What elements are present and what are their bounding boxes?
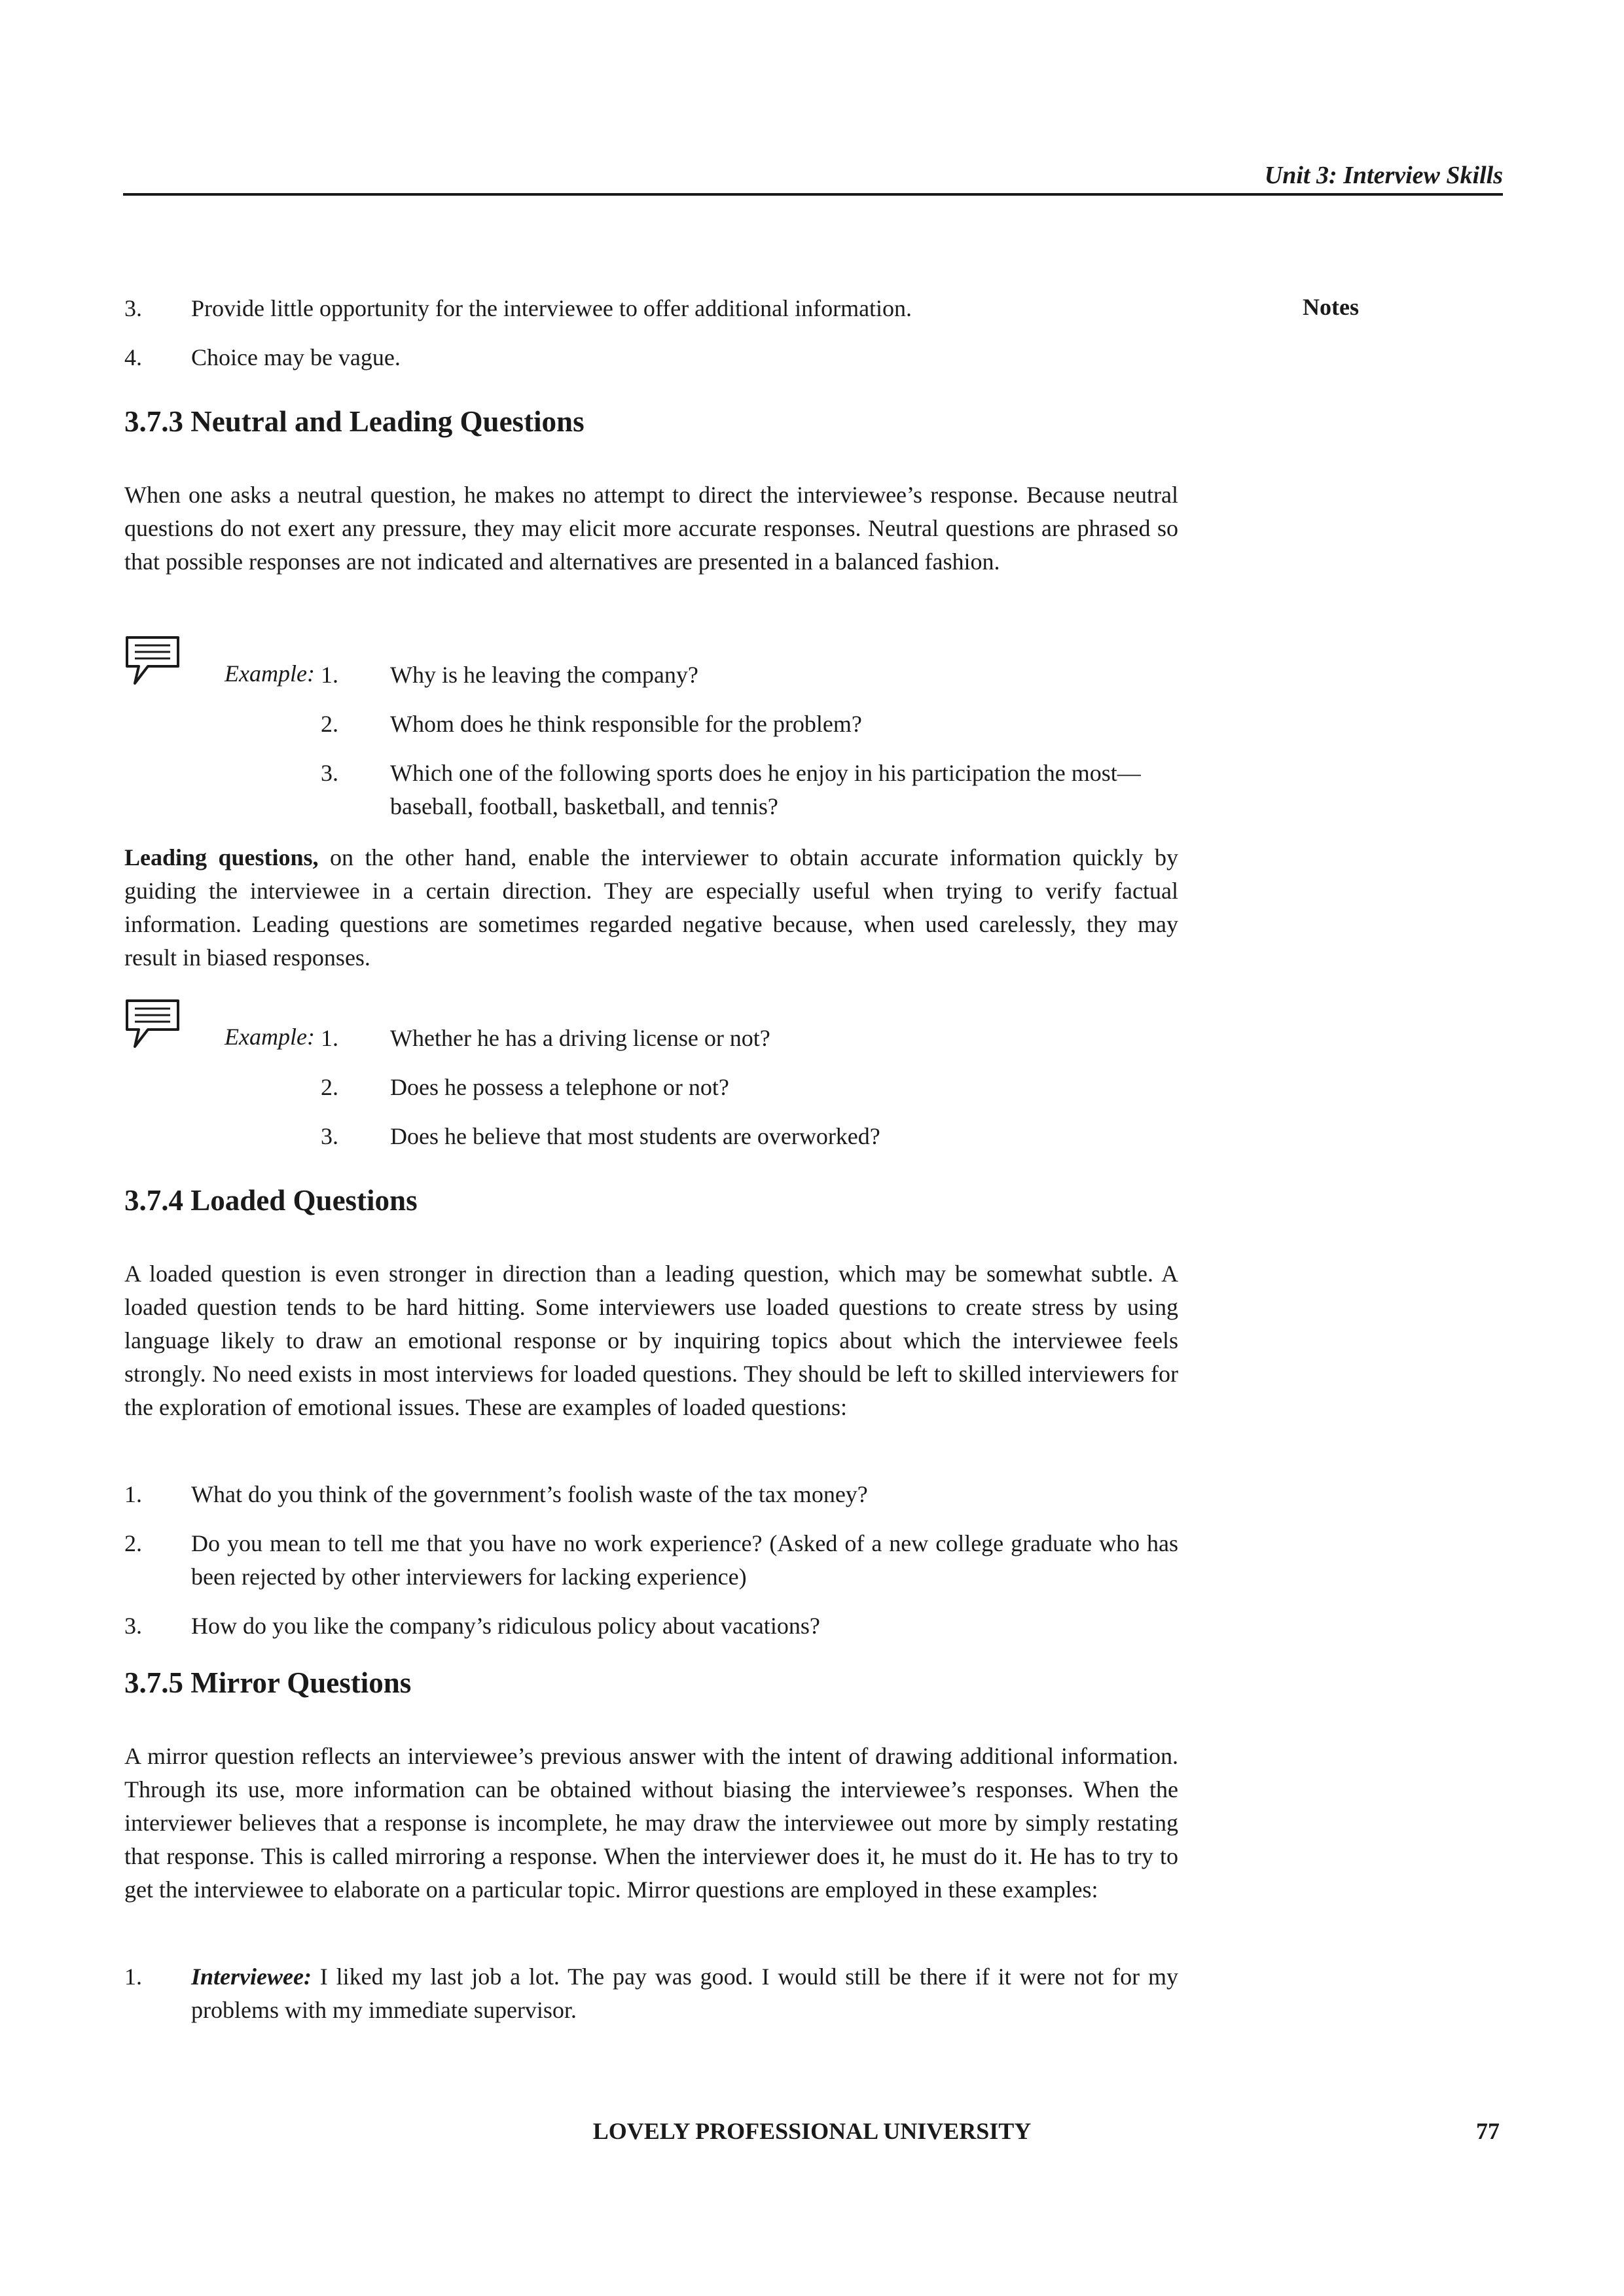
list-item-number: 1. bbox=[124, 1481, 142, 1507]
header-rule bbox=[123, 193, 1503, 196]
example-item-text: Why is he leaving the company? bbox=[390, 662, 698, 688]
footer-university: LOVELY PROFESSIONAL UNIVERSITY bbox=[592, 2118, 1032, 2144]
list-item-text: I liked my last job a lot. The pay was good. I would still be there if it were not for my problems with my immediate supervisor. bbox=[191, 1964, 1178, 2023]
example-item-number: 1. bbox=[321, 662, 338, 688]
paragraph-text: on the other hand, enable the interviewer to obtain accurate information quickly by guiding the interviewee in a certain direction. They are especially useful when trying to verify factual information. Leading questions are sometimes regarded negative because, when used carelessly, they may result in biased responses. bbox=[124, 844, 1178, 971]
example-label: Example: bbox=[225, 1024, 315, 1050]
example-item-number: 3. bbox=[321, 1123, 338, 1149]
list-item bbox=[124, 341, 1178, 374]
section-heading: 3.7.3 Neutral and Leading Questions bbox=[124, 405, 585, 438]
example-item-number: 2. bbox=[321, 1074, 338, 1100]
list-item-text: How do you like the company’s ridiculous policy about vacations? bbox=[191, 1613, 820, 1639]
leading-questions-term: Leading questions, bbox=[124, 844, 319, 870]
list-item-text: Provide little opportunity for the interviewee to offer additional information. bbox=[191, 295, 912, 321]
list-item-text: Do you mean to tell me that you have no work experience? (Asked of a new college graduate who has been rejected by other interviewers for lacking experience) bbox=[191, 1530, 1178, 1590]
paragraph bbox=[124, 1257, 1178, 1424]
example-item-text: Whether he has a driving license or not? bbox=[390, 1025, 770, 1051]
example-item-number: 1. bbox=[321, 1025, 338, 1051]
paragraph bbox=[124, 1740, 1178, 1907]
paragraph bbox=[124, 841, 1178, 975]
list-item-text: What do you think of the government’s foolish waste of the tax money? bbox=[191, 1481, 868, 1507]
example-label: Example: bbox=[225, 660, 315, 687]
example-item-number: 2. bbox=[321, 711, 338, 737]
list-item-text: Choice may be vague. bbox=[191, 344, 401, 370]
list-item bbox=[124, 1527, 1178, 1594]
list-item-number: 1. bbox=[124, 1964, 142, 1990]
paragraph-text: A mirror question reflects an interviewee’s previous answer with the intent of drawing additional information. Through its use, more information can be obtained without biasing the interviewee’s responses. When the interviewer believes that a response is incomplete, he may draw the interviewee out more by simply restating that response. This is called mirroring a response. When the interviewer does it, he must do it. He has to try to get the interviewee to elaborate on a particular topic. Mirror questions are employed in these examples: bbox=[124, 1743, 1178, 1903]
list-item-number: 4. bbox=[124, 344, 142, 370]
paragraph bbox=[124, 478, 1178, 579]
example-item bbox=[321, 757, 1178, 823]
example-item-text: Does he believe that most students are overworked? bbox=[390, 1123, 880, 1149]
paragraph-text: When one asks a neutral question, he makes no attempt to direct the interviewee’s response. Because neutral questions do not exert any pressure, they may elicit more accurate responses. Neutral questions are phrased so that possible responses are not indicated and alternatives are presented in a balanced fashion. bbox=[124, 482, 1178, 575]
list-item bbox=[124, 292, 1178, 325]
example-item bbox=[321, 708, 1178, 741]
running-header: Unit 3: Interview Skills bbox=[1264, 162, 1503, 189]
list-item bbox=[124, 1609, 1178, 1643]
speech-bubble-icon bbox=[124, 635, 183, 687]
example-item bbox=[321, 1071, 1178, 1104]
page-number: 77 bbox=[1476, 2118, 1500, 2144]
paragraph-text: A loaded question is even stronger in direction than a leading question, which may be somewhat subtle. A loaded question tends to be hard hitting. Some interviewers use loaded questions to create stress by using language likely to draw an emotional response or by inquiring topics about which the interviewee feels strongly. No need exists in most interviews for loaded questions. They should be left to skilled interviewers for the exploration of emotional issues. These are examples of loaded questions: bbox=[124, 1261, 1178, 1420]
list-item-number: 3. bbox=[124, 1613, 142, 1639]
section-heading: 3.7.4 Loaded Questions bbox=[124, 1184, 418, 1217]
list-item-number: 2. bbox=[124, 1530, 142, 1556]
speech-bubble-icon bbox=[124, 998, 183, 1050]
example-item bbox=[321, 658, 1178, 692]
example-item bbox=[321, 1120, 1178, 1153]
speaker-label: Interviewee: bbox=[191, 1964, 312, 1990]
list-item bbox=[124, 1478, 1178, 1511]
example-item-text: Whom does he think responsible for the problem? bbox=[390, 711, 862, 737]
example-item bbox=[321, 1022, 1178, 1055]
example-item-text: Which one of the following sports does he enjoy in his participation the most—baseball, football, basketball, and tennis? bbox=[390, 760, 1141, 819]
example-item-number: 3. bbox=[321, 760, 338, 786]
section-heading: 3.7.5 Mirror Questions bbox=[124, 1666, 412, 1699]
list-item-number: 3. bbox=[124, 295, 142, 321]
notes-margin-label: Notes bbox=[1303, 294, 1359, 320]
example-item-text: Does he possess a telephone or not? bbox=[390, 1074, 729, 1100]
list-item bbox=[124, 1960, 1178, 2027]
